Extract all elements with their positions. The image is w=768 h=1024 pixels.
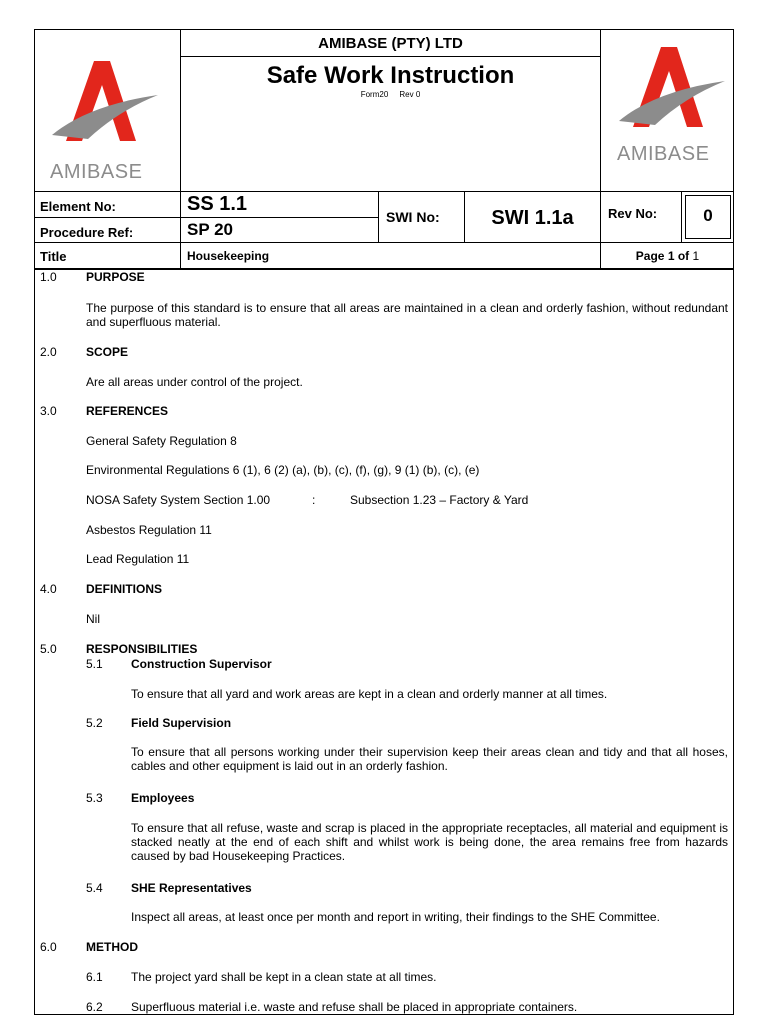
company-name: AMIBASE (PTY) LTD xyxy=(318,35,463,52)
subsection-heading: Employees xyxy=(131,791,195,805)
reference-item: Asbestos Regulation 11 xyxy=(86,523,212,537)
rev-label-cell xyxy=(601,192,682,243)
page-cell xyxy=(601,243,734,270)
procedure-value-cell xyxy=(181,218,379,243)
subsection-text: To ensure that all persons working under their supervision keep their areas clean and tidy and that all hoses, cables and other equipment is laid out in an orderly fashion. xyxy=(131,745,728,773)
amibase-logo-right xyxy=(615,41,727,147)
section-number: 2.0 xyxy=(40,345,57,359)
subsection-number: 5.2 xyxy=(86,716,103,730)
section-number: 4.0 xyxy=(40,582,57,596)
title-label: Title xyxy=(40,249,67,264)
company-cell xyxy=(181,29,601,57)
subsection-number: 5.1 xyxy=(86,657,103,671)
reference-item: Environmental Regulations 6 (1), 6 (2) (a), (b), (c), (f), (g), 9 (1) (b), (c), (e) xyxy=(86,463,480,477)
reference-subsection: Subsection 1.23 – Factory & Yard xyxy=(350,493,529,507)
title-label-cell xyxy=(34,243,181,270)
doc-title: Safe Work Instruction xyxy=(266,62,515,89)
definitions-text: Nil xyxy=(86,612,100,626)
form-rev: Rev 0 xyxy=(399,90,421,99)
left-logo-cell xyxy=(34,29,181,192)
element-value: SS 1.1 xyxy=(187,193,248,215)
method-item: Superfluous material i.e. waste and refuse shall be placed in appropriate containers. xyxy=(131,1000,578,1014)
purpose-text: The purpose of this standard is to ensure that all areas are maintained in a clean and orderly fashion, without redundant and superfluous material. xyxy=(86,301,728,329)
page-indicator xyxy=(601,249,734,263)
subsection-heading: SHE Representatives xyxy=(131,881,252,895)
reference-separator: : xyxy=(312,493,316,507)
right-logo-cell xyxy=(601,29,734,192)
subsection-number: 5.4 xyxy=(86,881,103,895)
section-number: 6.0 xyxy=(40,940,57,954)
form-info xyxy=(181,90,600,99)
section-number: 1.0 xyxy=(40,270,57,284)
rev-value: 0 xyxy=(703,206,713,225)
procedure-label: Procedure Ref: xyxy=(40,225,134,240)
scope-text: Are all areas under control of the project. xyxy=(86,375,303,389)
section-heading-method: METHOD xyxy=(86,940,138,954)
method-item: The project yard shall be kept in a clean state at all times. xyxy=(131,970,437,984)
rev-value-cell xyxy=(682,192,734,243)
swi-label: SWI No: xyxy=(386,209,440,225)
amibase-logo-left xyxy=(48,55,160,161)
swi-value: SWI 1.1a xyxy=(491,207,574,229)
procedure-value: SP 20 xyxy=(187,220,234,239)
title-value: Housekeeping xyxy=(187,249,270,263)
subsection-number: 5.3 xyxy=(86,791,103,805)
swi-value-cell xyxy=(465,192,601,243)
subsection-heading: Construction Supervisor xyxy=(131,657,272,671)
title-cell xyxy=(181,57,601,192)
reference-item: NOSA Safety System Section 1.00 xyxy=(86,493,271,507)
section-number: 5.0 xyxy=(40,642,57,656)
swi-label-cell xyxy=(379,192,465,243)
subsection-number: 6.1 xyxy=(86,970,103,984)
document-header xyxy=(34,29,734,270)
element-label-cell xyxy=(34,192,181,218)
subsection-text: Inspect all areas, at least once per month and report in writing, their findings to the SHE Committee. xyxy=(131,910,660,924)
reference-item: General Safety Regulation 8 xyxy=(86,434,237,448)
subsection-text: To ensure that all yard and work areas are kept in a clean and orderly manner at all times. xyxy=(131,687,608,701)
section-heading-responsibilities: RESPONSIBILITIES xyxy=(86,642,198,656)
section-heading-scope: SCOPE xyxy=(86,345,129,359)
subsection-heading: Field Supervision xyxy=(131,716,232,730)
section-number: 3.0 xyxy=(40,404,57,418)
procedure-label-cell xyxy=(34,218,181,243)
subsection-number: 6.2 xyxy=(86,1000,103,1014)
element-label: Element No: xyxy=(40,199,116,214)
section-heading-references: REFERENCES xyxy=(86,404,169,418)
section-heading-purpose: PURPOSE xyxy=(86,270,145,284)
logo-text-left: AMIBASE xyxy=(50,161,143,183)
rev-label: Rev No: xyxy=(608,206,658,221)
title-value-cell xyxy=(181,243,601,270)
logo-text-right: AMIBASE xyxy=(617,143,710,165)
page-prefix: Page 1 of xyxy=(635,249,690,263)
subsection-text: To ensure that all refuse, waste and scrap is placed in the appropriate receptacles, all material and equipment is stacked neatly at the end of each shift and whilst work is being done, the area remains free from hazards caused by bad Housekeeping Practices. xyxy=(131,821,728,863)
section-heading-definitions: DEFINITIONS xyxy=(86,582,163,596)
form-number: Form20 xyxy=(360,90,389,99)
page-total: 1 xyxy=(692,249,700,263)
element-value-cell xyxy=(181,192,379,218)
reference-item: Lead Regulation 11 xyxy=(86,552,190,566)
